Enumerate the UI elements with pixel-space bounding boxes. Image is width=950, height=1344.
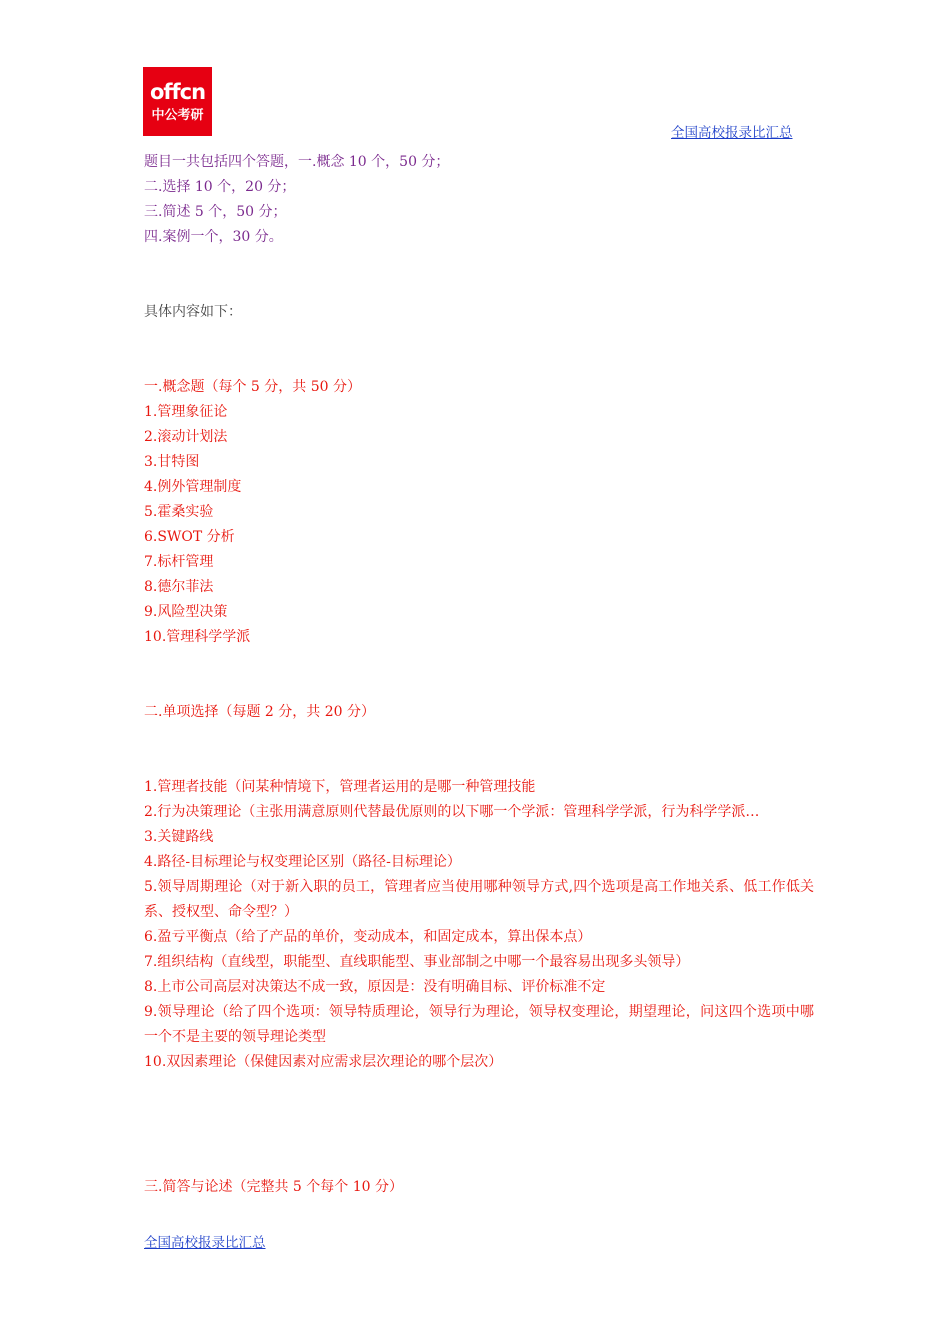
content-intro: 具体内容如下：	[144, 304, 242, 320]
section1-item: 2.滚动计划法	[144, 429, 228, 445]
section2-item: 10.双因素理论（保健因素对应需求层次理论的哪个层次）	[144, 1054, 503, 1070]
top-link[interactable]: 全国高校报录比汇总	[671, 125, 793, 141]
logo-brand: offcn	[149, 80, 206, 104]
section1-title: 一.概念题（每个 5 分，共 50 分）	[144, 379, 361, 395]
section2-item: 1.管理者技能（问某种情境下，管理者运用的是哪一种管理技能	[144, 779, 536, 795]
section2-item: 7.组织结构（直线型，职能型、直线职能型、事业部制之中哪一个最容易出现多头领导）	[144, 954, 690, 970]
section1-item: 9.风险型决策	[144, 604, 228, 620]
section2-item: 8.上市公司高层对决策达不成一致，原因是：没有明确目标、评价标准不定	[144, 979, 606, 995]
section1-item: 10.管理科学学派	[144, 629, 251, 645]
document-body	[144, 150, 814, 1200]
bottom-link[interactable]: 全国高校报录比汇总	[144, 1235, 266, 1251]
intro-line-4: 四.案例一个，30 分。	[144, 229, 283, 245]
section2-title: 二.单项选择（每题 2 分，共 20 分）	[144, 704, 375, 720]
intro-line-1: 题目一共包括四个答题，一.概念 10 个，50 分；	[144, 154, 450, 170]
offcn-logo	[143, 67, 212, 136]
section1-item: 6.SWOT 分析	[144, 529, 235, 545]
section2-item: 6.盈亏平衡点（给了产品的单价，变动成本，和固定成本，算出保本点）	[144, 929, 592, 945]
section1-item: 8.德尔菲法	[144, 579, 214, 595]
section1-item: 4.例外管理制度	[144, 479, 242, 495]
section1-item: 7.标杆管理	[144, 554, 214, 570]
intro-line-2: 二.选择 10 个，20 分；	[144, 179, 296, 195]
section1-item: 3.甘特图	[144, 454, 200, 470]
section2-item: 2.行为决策理论（主张用满意原则代替最优原则的以下哪一个学派：管理科学学派，行为科学学派…	[144, 804, 760, 820]
section2-item: 3.关键路线	[144, 829, 214, 845]
section3-title: 三.简答与论述（完整共 5 个每个 10 分）	[144, 1179, 403, 1195]
section2-item: 4.路径-目标理论与权变理论区别（路径-目标理论）	[144, 854, 461, 870]
intro-line-3: 三.简述 5 个，50 分；	[144, 204, 287, 220]
logo-name: 中公考研	[151, 108, 204, 123]
section2-item: 9.领导理论（给了四个选项：领导特质理论，领导行为理论，领导权变理论，期望理论，问这四个选项中哪一个不是主要的领导理论类型	[144, 1004, 814, 1045]
section2-item: 5.领导周期理论（对于新入职的员工，管理者应当使用哪种领导方式,四个选项是高工作地关系、低工作低关系、授权型、命令型？）	[144, 879, 814, 920]
section1-item: 1.管理象征论	[144, 404, 228, 420]
section1-item: 5.霍桑实验	[144, 504, 214, 520]
